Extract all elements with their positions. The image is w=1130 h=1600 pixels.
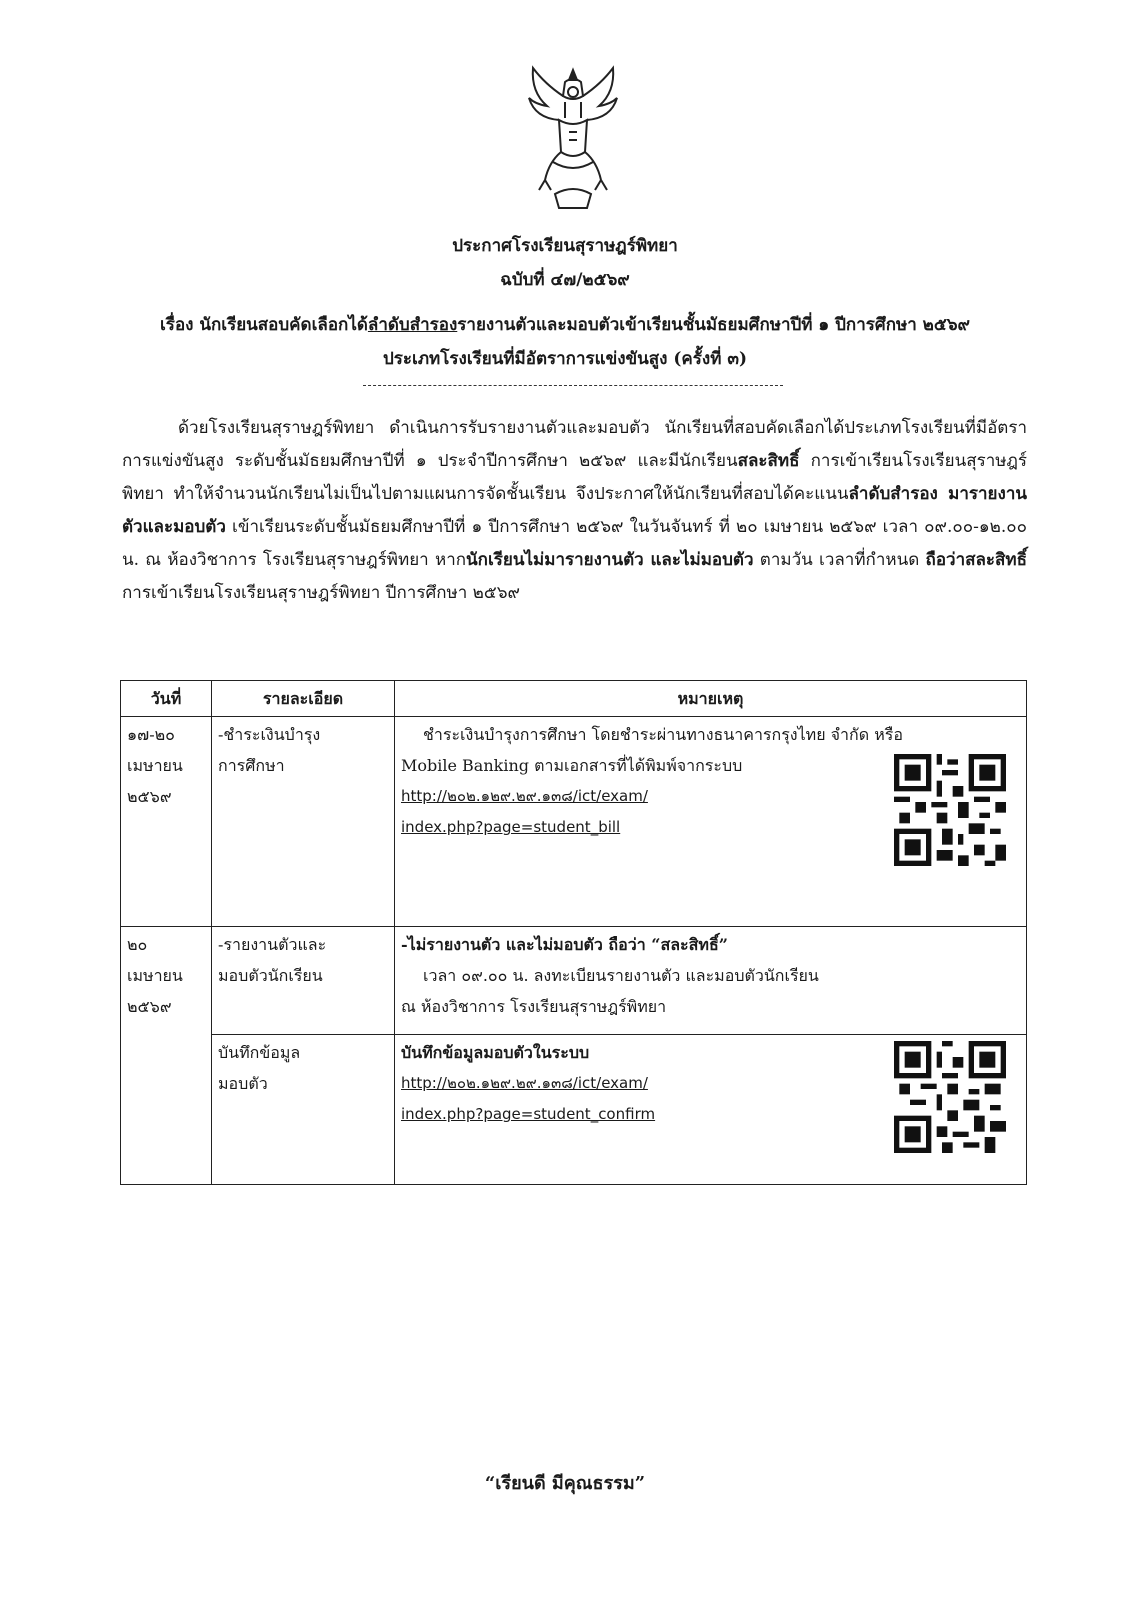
- row2-detail-line: มอบตัวนักเรียน: [218, 966, 323, 985]
- subject-post: รายงานตัวและมอบตัวเข้าเรียนชั้นมัธยมศึกษาปีที่ ๑ ปีการศึกษา ๒๕๖๙: [457, 315, 970, 335]
- body-b3: นักเรียนไม่มารายงานตัว และไม่มอบตัว: [466, 550, 754, 570]
- body-s5: การเข้าเรียนโรงเรียนสุราษฎร์พิทยา ปีการศึกษา ๒๕๖๙: [122, 583, 520, 603]
- row2-detail: [212, 927, 395, 1035]
- table-row: [121, 1035, 1027, 1185]
- student-bill-link-path[interactable]: index.php?page=student_bill: [401, 818, 621, 836]
- table-header-row: [121, 681, 1027, 717]
- row2-remark-title: -ไม่รายงานตัว และไม่มอบตัว ถือว่า “สละสิทธิ์”: [401, 935, 728, 954]
- announcement-category: ประเภทโรงเรียนที่มีอัตราการแข่งขันสูง (ครั้งที่ ๓): [382, 349, 748, 369]
- row2-date: [121, 927, 212, 1185]
- row1-date: [121, 717, 212, 927]
- row1-date-line: ๑๗-๒๐: [127, 725, 175, 744]
- row1-date-line: ๒๕๖๙: [127, 787, 172, 806]
- body-s1: ด้วยโรงเรียนสุราษฎร์พิทยา ดำเนินการรับรายงานตัวและมอบตัว นักเรียนที่สอบคัดเลือกได้ประเภทโรงเรียนที่มีอัตราการแข่งขันสูง ระดับชั้นมัธยมศึกษาปีที่ ๑ ประจำปีการศึกษา ๒๕๖๙ และมีนักเรียน: [122, 418, 1027, 471]
- announcement-number: ฉบับที่ ๔๗/๒๕๖๙: [500, 270, 630, 290]
- row2-date-line: ๒๐: [127, 935, 148, 954]
- qr-code-icon: [894, 1041, 1006, 1153]
- row2-detail-line: -รายงานตัวและ: [218, 935, 327, 954]
- row1-detail: [212, 717, 395, 927]
- table-row: [121, 717, 1027, 927]
- table-row: [121, 927, 1027, 1035]
- row3-detail-line: บันทึกข้อมูล: [218, 1043, 301, 1062]
- row2-remark-line: ณ ห้องวิชาการ โรงเรียนสุราษฎร์พิทยา: [401, 997, 667, 1016]
- row3-detail-line: มอบตัว: [218, 1074, 268, 1093]
- row1-remark-line: Mobile Banking ตามเอกสารที่ได้พิมพ์จากระบบ: [401, 756, 743, 775]
- row3-remark-title: บันทึกข้อมูลมอบตัวในระบบ: [401, 1043, 590, 1062]
- body-s4: ตามวัน เวลาที่กำหนด: [753, 550, 926, 570]
- header-detail: รายละเอียด: [212, 681, 395, 717]
- announcement-subject: [0, 311, 1130, 338]
- garuda-emblem-icon: [525, 62, 621, 212]
- row3-remark: [395, 1035, 1027, 1185]
- row3-detail: [212, 1035, 395, 1185]
- body-s2: การเข้าเรียนโรงเรียนสุราษฎร์พิทยา ทำให้จำนวนนักเรียนไม่เป็นไปตามแผนการจัดชั้นเรียน จึงประกาศให้นักเรียนที่สอบได้คะแนน: [122, 451, 1027, 504]
- student-confirm-link[interactable]: http://๒๐๒.๑๒๙.๒๙.๑๓๘/ict/exam/: [401, 1074, 648, 1092]
- announcement-body: [122, 412, 1027, 610]
- header-date: วันที่: [121, 681, 212, 717]
- school-motto: “เรียนดี มีคุณธรรม”: [484, 1473, 646, 1494]
- row1-detail-line: การศึกษา: [218, 756, 285, 775]
- qr-code-icon: [894, 754, 1006, 866]
- schedule-table: [120, 680, 1027, 1185]
- row1-remark: [395, 717, 1027, 927]
- row1-remark-line: ชำระเงินบำรุงการศึกษา โดยชำระผ่านทางธนาคารกรุงไทย จำกัด หรือ: [423, 725, 903, 744]
- announcement-title: ประกาศโรงเรียนสุราษฎร์พิทยา: [452, 236, 678, 256]
- row1-detail-line: -ชำระเงินบำรุง: [218, 725, 321, 744]
- header-remark: หมายเหตุ: [395, 681, 1027, 717]
- row2-remark: [395, 927, 1027, 1035]
- body-s3: เข้าเรียนระดับชั้นมัธยมศึกษาปีที่ ๑ ปีการศึกษา ๒๕๖๙ ในวันจันทร์ ที่ ๒๐ เมษายน ๒๕๖๙ เวลา ๐๙.๐๐-๑๒.๐๐ น. ณ ห้องวิชาการ โรงเรียนสุราษฎร์พิทยา หาก: [122, 517, 1027, 570]
- row2-date-line: ๒๕๖๙: [127, 997, 172, 1016]
- subject-underlined: ลำดับสำรอง: [367, 315, 458, 335]
- row2-remark-line: เวลา ๐๙.๐๐ น. ลงทะเบียนรายงานตัว และมอบตัวนักเรียน: [423, 966, 819, 985]
- student-confirm-link-path[interactable]: index.php?page=student_confirm: [401, 1105, 656, 1123]
- separator-line: [363, 385, 783, 386]
- row2-date-line: เมษายน: [127, 966, 183, 985]
- row1-date-line: เมษายน: [127, 756, 183, 775]
- body-b4: ถือว่าสละสิทธิ์: [925, 550, 1028, 570]
- student-bill-link[interactable]: http://๒๐๒.๑๒๙.๒๙.๑๓๘/ict/exam/: [401, 787, 648, 805]
- body-b2: ลำดับสำรอง มารายงานตัวและมอบตัว: [122, 484, 1027, 537]
- subject-pre: เรื่อง นักเรียนสอบคัดเลือกได้: [160, 315, 368, 335]
- body-b1: สละสิทธิ์: [737, 451, 800, 471]
